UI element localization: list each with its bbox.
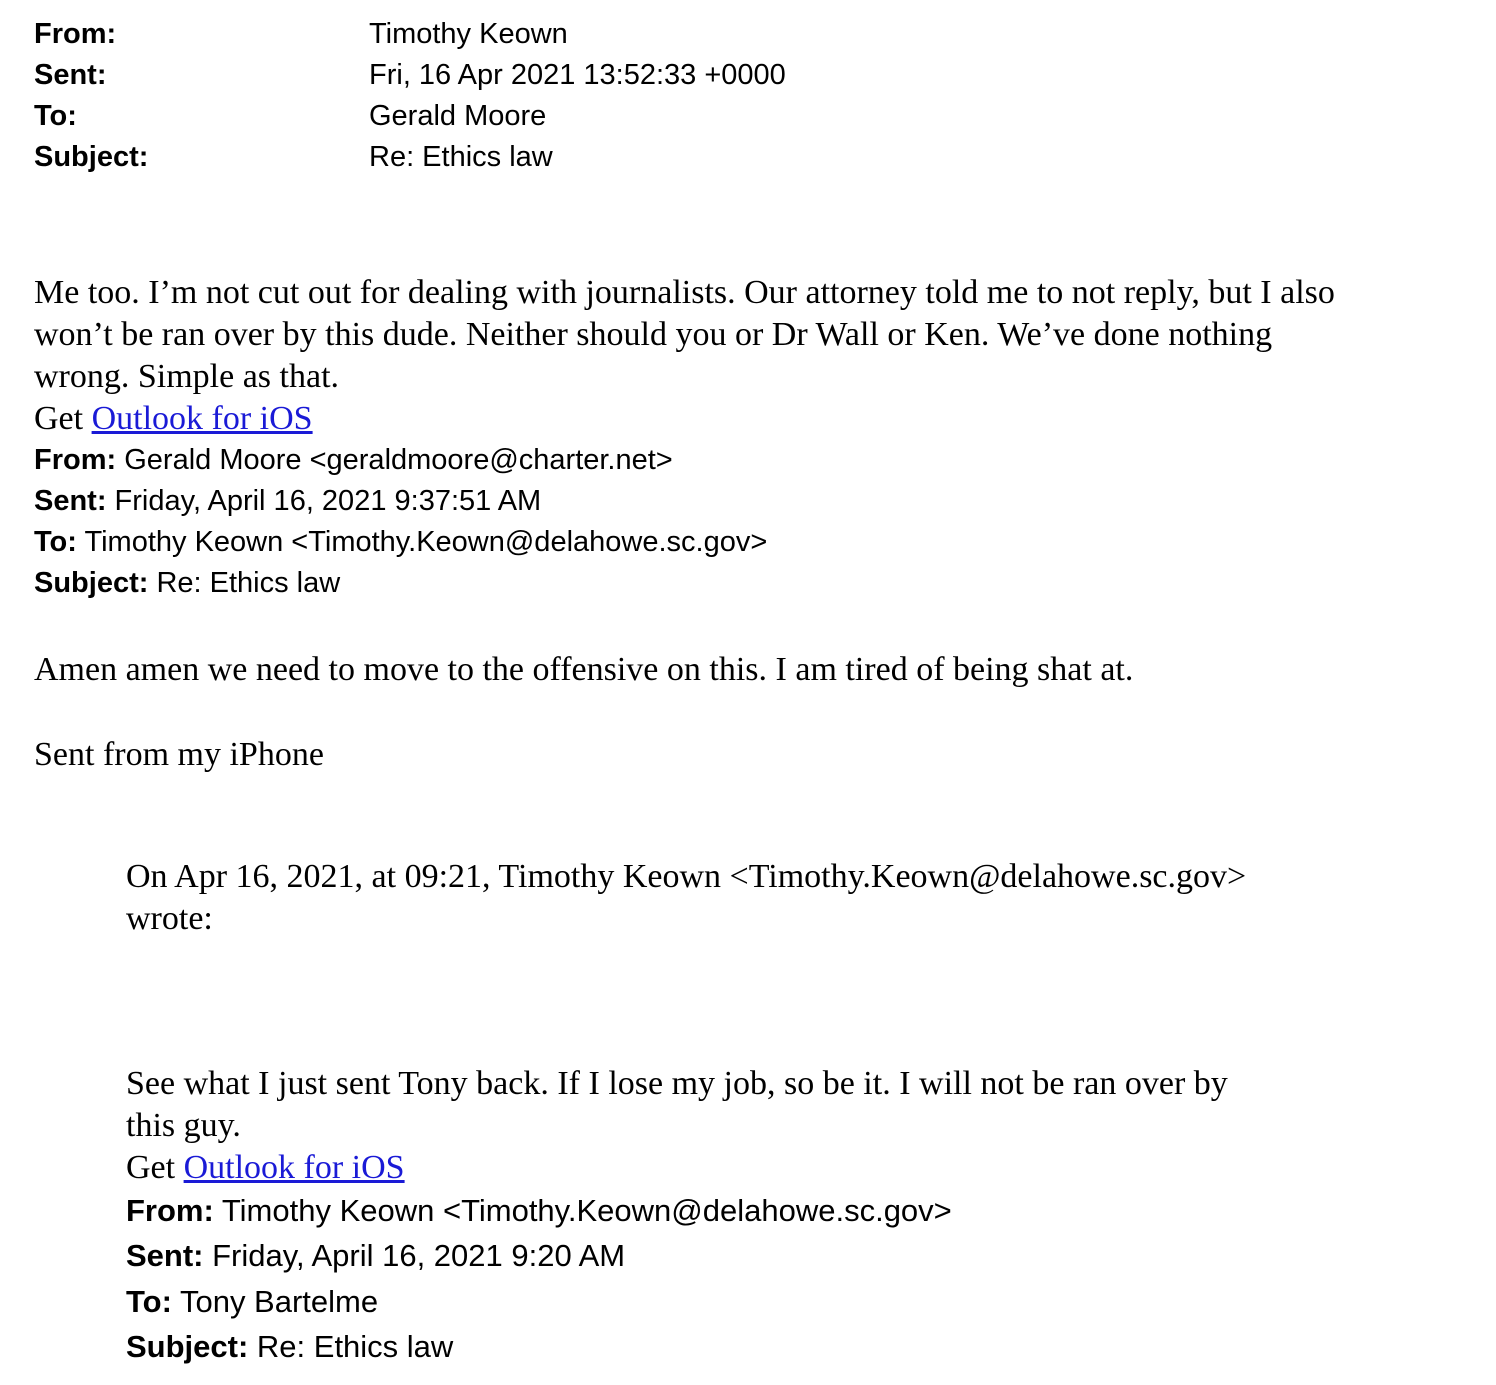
- message2-line1: Amen amen we need to move to the offensive on this. I am tired of being shat at.: [34, 651, 1134, 688]
- outlook-for-ios-link-2[interactable]: Outlook for iOS: [183, 1149, 405, 1186]
- message1-line3: wrong. Simple as that.: [34, 358, 340, 395]
- quote2-from-value: Timothy Keown <Timothy.Keown@delahowe.sc.gov>: [213, 1193, 952, 1228]
- from-label: From:: [34, 18, 117, 50]
- quote-intro-line2: wrote:: [126, 900, 213, 937]
- to-value: Gerald Moore: [369, 100, 547, 132]
- quote1-subject: [34, 567, 340, 600]
- outlook-for-ios-link[interactable]: Outlook for iOS: [91, 400, 313, 437]
- quote1-subject-value: Re: Ethics law: [148, 567, 341, 599]
- quote2-sent-value: Friday, April 16, 2021 9:20 AM: [203, 1238, 626, 1273]
- quote1-from: [34, 444, 673, 477]
- quote2-subject-label: Subject:: [126, 1329, 249, 1364]
- quote2-from-label: From:: [126, 1193, 214, 1228]
- from-value: Timothy Keown: [369, 18, 568, 50]
- quote1-from-label: From:: [34, 444, 117, 476]
- get-prefix: Get: [34, 400, 92, 437]
- quote1-sent: [34, 485, 541, 518]
- quote1-to-label: To:: [34, 526, 77, 558]
- quote2-subject-value: Re: Ethics law: [248, 1329, 454, 1364]
- to-label: To:: [34, 100, 77, 132]
- quote2-to: [126, 1284, 378, 1320]
- get-outlook-line-1: [34, 398, 313, 440]
- quote2-to-label: To:: [126, 1284, 172, 1319]
- quote1-subject-label: Subject:: [34, 567, 149, 599]
- message1-line1: Me too. I’m not cut out for dealing with journalists. Our attorney told me to not reply, but I also: [34, 274, 1335, 311]
- subject-value: Re: Ethics law: [369, 141, 553, 173]
- subject-label: Subject:: [34, 141, 149, 173]
- quote2-subject: [126, 1329, 453, 1365]
- quote2-sent: [126, 1238, 625, 1274]
- quote2-sent-label: Sent:: [126, 1238, 204, 1273]
- quote1-to-value: Timothy Keown <Timothy.Keown@delahowe.sc.gov>: [76, 526, 768, 558]
- quote-intro-line1: On Apr 16, 2021, at 09:21, Timothy Keown <Timothy.Keown@delahowe.sc.gov>: [126, 858, 1247, 895]
- message3-line2: this guy.: [126, 1107, 241, 1144]
- sent-value: Fri, 16 Apr 2021 13:52:33 +0000: [369, 59, 786, 91]
- quote1-sent-label: Sent:: [34, 485, 107, 517]
- message1-line2: won’t be ran over by this dude. Neither should you or Dr Wall or Ken. We’ve done nothing: [34, 316, 1273, 353]
- get-prefix-2: Get: [126, 1149, 184, 1186]
- quote2-to-value: Tony Bartelme: [171, 1284, 379, 1319]
- quote2-from: [126, 1193, 952, 1229]
- message2-signature: Sent from my iPhone: [34, 736, 324, 773]
- quote1-sent-value: Friday, April 16, 2021 9:37:51 AM: [106, 485, 542, 517]
- sent-label: Sent:: [34, 59, 107, 91]
- message3-line1: See what I just sent Tony back. If I lose my job, so be it. I will not be ran over by: [126, 1065, 1228, 1102]
- quote1-from-value: Gerald Moore <geraldmoore@charter.net>: [116, 444, 673, 476]
- quote1-to: [34, 526, 767, 559]
- get-outlook-line-2: [126, 1147, 405, 1189]
